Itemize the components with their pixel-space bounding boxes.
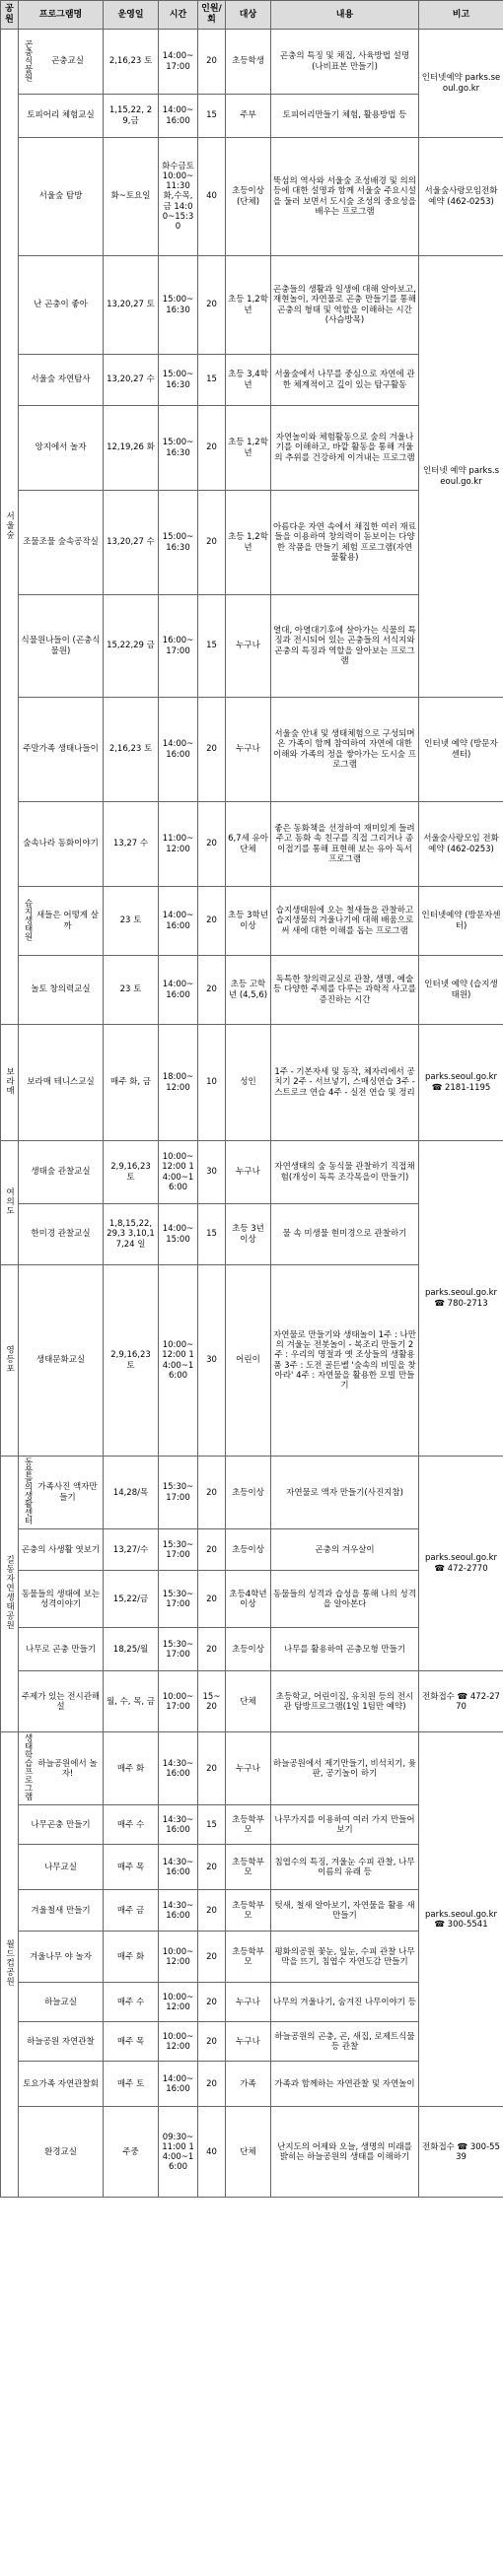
program-name: 토요가족 자연관찰회 <box>19 2062 104 2107</box>
program-day: 2,9,16,23 토 <box>104 1141 159 1204</box>
program-capacity: 20 <box>198 30 226 95</box>
program-day: 13,27 수 <box>104 802 159 887</box>
program-day: 23 토 <box>104 887 159 956</box>
program-time: 10:00~12:00 14:00~16:00 <box>159 1265 198 1457</box>
table-row <box>1 802 503 887</box>
program-capacity: 20 <box>198 256 226 355</box>
park-yeouido: 여의도 <box>1 1141 19 1265</box>
program-desc: 1주 - 기본자세 및 동작, 체자리에서 공치기 2주 - 서브넣기, 스매싱연습 3주 - 스트로크 연습 4주 - 실전 연습 및 정리 <box>271 1025 419 1141</box>
program-capacity: 20 <box>198 956 226 1025</box>
program-day: 12,19,26 화 <box>104 406 159 491</box>
program-note: 인터넷 예약 parks.seoul.go.kr <box>419 256 503 698</box>
program-day: 23 토 <box>104 956 159 1025</box>
program-day: 매주 토 <box>104 2062 159 2107</box>
program-target: 어린이 <box>226 1265 271 1457</box>
program-desc: 하늘공원의 곤충, 곤, 새집, 로제트식물 등 관찰 <box>271 2022 419 2062</box>
header-time: 시간 <box>159 1 198 30</box>
program-capacity: 15 <box>198 595 226 698</box>
program-day: 15,22,29 금 <box>104 595 159 698</box>
program-capacity: 20 <box>198 1932 226 1983</box>
program-name: 생태학습프로그램 하늘공원에서 놀자! <box>19 1732 104 1805</box>
program-desc: 뚝섬의 역사와 서울숲 조성배경 및 의의 등에 대한 설명과 함께 서울숲 주요시설을 둘러 보면서 도시숲 조성의 중요성을 배우는 프로그램 <box>271 138 419 256</box>
program-name: 동물들의생활센터 가족사진 액자만들기 <box>19 1457 104 1529</box>
header-note: 비고 <box>419 1 503 30</box>
program-name: 한미경 관찰교실 <box>19 1204 104 1265</box>
program-desc: 독특한 창의력교실로 관찰, 생명, 예술 등 다양한 주제를 다루는 과학적 사고를 증진하는 시간 <box>271 956 419 1025</box>
program-desc: 곤충의 겨우살이 <box>271 1529 419 1571</box>
park-worldcup: 월드컵공원 <box>1 1732 19 2198</box>
program-capacity: 40 <box>198 138 226 256</box>
program-target: 누구나 <box>226 698 271 802</box>
header-park: 공원 <box>1 1 19 30</box>
program-desc: 자연놀이와 체험활동으로 숲의 겨울나기를 이해하고, 바깥 활동을 통해 겨울의 추위를 건강하게 이겨내는 프로그램 <box>271 406 419 491</box>
program-time: 14:00~17:00 <box>159 30 198 95</box>
park-yeongdeungpo: 영등포 <box>1 1265 19 1457</box>
program-day: 13,20,27 수 <box>104 491 159 595</box>
program-desc: 물 속 미생물 현미경으로 관찰하기 <box>271 1204 419 1265</box>
program-time: 10:00~12:00 <box>159 1983 198 2022</box>
program-time: 14:00~15:00 <box>159 1204 198 1265</box>
program-target: 초등이상 <box>226 1529 271 1571</box>
program-capacity: 30 <box>198 1265 226 1457</box>
program-day: 매주 화, 금 <box>104 1025 159 1141</box>
program-time: 14:30~16:00 <box>159 1805 198 1845</box>
program-time: 14:00~16:00 <box>159 887 198 956</box>
program-time: 15:30~17:00 <box>159 1457 198 1529</box>
program-desc: 평화의공원 꽃눈, 잎눈, 수피 관찰 나무 막을 뜨기, 침엽수 자연도감 만들기 <box>271 1932 419 1983</box>
program-capacity: 20 <box>198 1732 226 1805</box>
program-capacity: 20 <box>198 2062 226 2107</box>
program-day: 13,20,27 수 <box>104 355 159 406</box>
program-target: 누구나 <box>226 595 271 698</box>
program-desc: 자연물로 액자 만들기(사진지참) <box>271 1457 419 1529</box>
program-day: 2,9,16,23 토 <box>104 1265 159 1457</box>
program-desc: 난지도의 어제와 오늘, 생명의 미래를 밝히는 하늘공원의 생태를 이해하기 <box>271 2107 419 2198</box>
program-capacity: 20 <box>198 1457 226 1529</box>
program-name: 서울숲 자연탐사 <box>19 355 104 406</box>
program-name: 하늘공원 자연관찰 <box>19 2022 104 2062</box>
program-capacity: 20 <box>198 1845 226 1890</box>
program-day: 14,28/목 <box>104 1457 159 1529</box>
program-day: 주중 <box>104 2107 159 2198</box>
program-name: 나무교실 <box>19 1845 104 1890</box>
header-target: 대상 <box>226 1 271 30</box>
program-day: 2,16,23 토 <box>104 698 159 802</box>
program-desc: 하늘공원에서 제기만들기, 비석치기, 윷판, 공기놀이 하기 <box>271 1732 419 1805</box>
program-note: 전화접수 ☎ 472-2770 <box>419 1671 503 1732</box>
program-name: 겨울나무 야 놀자 <box>19 1932 104 1983</box>
program-capacity: 15 <box>198 355 226 406</box>
header-row <box>1 1 503 30</box>
program-capacity: 20 <box>198 2022 226 2062</box>
program-capacity: 20 <box>198 1628 226 1671</box>
program-target: 누구나 <box>226 2022 271 2062</box>
program-note: 인터넷 예약 (방문자센터) <box>419 698 503 802</box>
program-time: 10:00~12:00 <box>159 2022 198 2062</box>
program-capacity: 20 <box>198 887 226 956</box>
program-desc: 곤충들의 생활과 일생에 대해 알아보고, 재현놀이, 자연물로 곤충 만들기를 통해 곤충의 형태 및 역할을 이해하는 시간(사슴방목) <box>271 256 419 355</box>
program-time: 화수금토 10:00~11:30 화,수목,금 14:00~15:30 <box>159 138 198 256</box>
program-desc: 나무를 활용하여 곤충모형 만들기 <box>271 1628 419 1671</box>
program-name: 생태문화교실 <box>19 1265 104 1457</box>
table-row <box>1 1141 503 1204</box>
program-target: 초등이상 <box>226 1457 271 1529</box>
program-capacity: 20 <box>198 1571 226 1628</box>
table-row <box>1 30 503 95</box>
subgroup-insect: 곤충식물원 <box>23 38 34 82</box>
program-day: 15,22/금 <box>104 1571 159 1628</box>
program-name: 숲속나라 동화이야기 <box>19 802 104 887</box>
program-day: 1,15,22, 29,금 <box>104 95 159 138</box>
program-time: 14:00~16:00 <box>159 698 198 802</box>
program-time: 18:00~12:00 <box>159 1025 198 1141</box>
program-name: 주제가 있는 전시관해설 <box>19 1671 104 1732</box>
program-target: 초등 1,2학년 <box>226 406 271 491</box>
program-capacity: 10 <box>198 1025 226 1141</box>
program-target: 6,7세 유아단체 <box>226 802 271 887</box>
program-desc: 나무가지를 이용하여 여러 가지 만들어 보기 <box>271 1805 419 1845</box>
program-note: parks.seoul.go.kr ☎ 472-2770 <box>419 1457 503 1671</box>
program-time: 14:00~16:00 <box>159 2062 198 2107</box>
program-note: 전화접수 ☎ 300-5539 <box>419 2107 503 2198</box>
table-row <box>1 256 503 355</box>
program-name: 동물들의 생태에 보는 성격이야기 <box>19 1571 104 1628</box>
program-capacity: 20 <box>198 1983 226 2022</box>
program-time: 15:00~16:30 <box>159 491 198 595</box>
program-desc: 토피어리만들기 체험, 활용방법 등 <box>271 95 419 138</box>
table-row <box>1 1732 503 1805</box>
program-capacity: 15 <box>198 95 226 138</box>
program-desc: 가족과 함께하는 자연관찰 및 자연놀이 <box>271 2062 419 2107</box>
program-note: 인터넷 예약 (습지생태원) <box>419 956 503 1025</box>
program-time: 11:00~12:00 <box>159 802 198 887</box>
program-day: 18,25/월 <box>104 1628 159 1671</box>
program-desc: 초등학교, 어린이집, 유치원 등의 전시관 탐방프로그램(1일 1팀만 예약) <box>271 1671 419 1732</box>
program-time: 10:00~17:00 <box>159 1671 198 1732</box>
program-target: 초등 1,2학년 <box>226 256 271 355</box>
program-note: 서울숲사랑모임전화예약 (462-0253) <box>419 138 503 256</box>
program-capacity: 20 <box>198 406 226 491</box>
program-note: parks.seoul.go.kr ☎ 780-2713 <box>419 1141 503 1457</box>
program-day: 매주 수 <box>104 1983 159 2022</box>
subgroup-wetland: 습지생태원 <box>23 898 34 941</box>
program-target: 초등학부모 <box>226 1890 271 1932</box>
program-day: 13,27/수 <box>104 1529 159 1571</box>
program-desc: 습지생태원에 오는 철새들을 관찰하고 습지생물의 겨울나기에 대해 배움으로써 새에 대한 이해를 돕는 프로그램 <box>271 887 419 956</box>
program-name: 식물원나들이 (곤충식물원) <box>19 595 104 698</box>
program-day: 월, 수, 목, 금 <box>104 1671 159 1732</box>
program-time: 14:00~16:00 <box>159 956 198 1025</box>
program-day: 매주 금 <box>104 1890 159 1932</box>
program-capacity: 40 <box>198 2107 226 2198</box>
subgroup-eco-center: 동물들의생활센터 <box>23 1457 34 1525</box>
program-desc: 서울숲 안내 및 생태체험으로 구성되며 온 가족이 함께 참여하여 자연에 대한 이해와 가족의 정을 쌓아가는 도시숲 프로그램 <box>271 698 419 802</box>
program-note: 인터넷예약 parks.seoul.go.kr <box>419 30 503 138</box>
program-day: 13,20,27 토 <box>104 256 159 355</box>
program-target: 주부 <box>226 95 271 138</box>
table-row <box>1 1025 503 1141</box>
program-name: 놀토 창의력교실 <box>19 956 104 1025</box>
program-target: 초등4학년이상 <box>226 1571 271 1628</box>
program-day: 매주 화 <box>104 1932 159 1983</box>
header-capacity: 인원/회 <box>198 1 226 30</box>
program-day: 매주 수 <box>104 1805 159 1845</box>
program-capacity: 20 <box>198 1890 226 1932</box>
program-desc: 좋은 동화책을 선정하여 재미있게 들려주고 동화 속 친구를 직접 그리거나 종이접기를 통해 표현해 보는 유아 독서 프로그램 <box>271 802 419 887</box>
program-capacity: 15 <box>198 1805 226 1845</box>
program-desc: 자연생태의 숲 동식물 관찰하기 직접채험(개성이 독특 조각목을이 만들기) <box>271 1141 419 1204</box>
program-day: 매주 목 <box>104 2022 159 2062</box>
program-name: 앙지에서 놀자 <box>19 406 104 491</box>
program-time: 14:30~16:00 <box>159 1845 198 1890</box>
program-day: 2,16,23 토 <box>104 30 159 95</box>
program-name: 하늘교실 <box>19 1983 104 2022</box>
park-seoul-forest: 서울숲 <box>1 30 19 1025</box>
program-name: 난 곤충이 좋아 <box>19 256 104 355</box>
program-target: 초등 3학년 이상 <box>226 887 271 956</box>
program-note: parks.seoul.go.kr ☎ 2181-1195 <box>419 1025 503 1141</box>
program-target: 단체 <box>226 1671 271 1732</box>
program-time: 16:00~17:00 <box>159 595 198 698</box>
program-desc: 곤충의 특징 및 채집, 사육방법 설명 (나비표본 만들기) <box>271 30 419 95</box>
program-target: 누구나 <box>226 1732 271 1805</box>
program-capacity: 20 <box>198 1529 226 1571</box>
program-desc: 동물들의 성격과 습성을 통해 나의 성격을 알아본다 <box>271 1571 419 1628</box>
program-time: 15:30~17:00 <box>159 1571 198 1628</box>
table-row <box>1 887 503 956</box>
program-name: 토피어리 체험교실 <box>19 95 104 138</box>
program-note: 서울숲사랑모임 전화예약 (462-0253) <box>419 802 503 887</box>
program-desc: 아름다운 자연 속에서 채집한 여러 재료들을 이용하여 창의력이 돋보이는 다양한 작품을 만들기 체험 프로그램(자연물활용) <box>271 491 419 595</box>
program-time: 15:00~16:30 <box>159 355 198 406</box>
program-capacity: 20 <box>198 491 226 595</box>
program-name: 환경교실 <box>19 2107 104 2198</box>
program-time: 10:00~12:00 <box>159 1932 198 1983</box>
program-desc: 텃새, 철새 알아보기, 자연물을 활용 새 만들기 <box>271 1890 419 1932</box>
park-gildong: 길동자연생태공원 <box>1 1457 19 1732</box>
program-target: 초등학부모 <box>226 1805 271 1845</box>
program-name: 주말가족 생태나들이 <box>19 698 104 802</box>
program-day: 매주 화 <box>104 1732 159 1805</box>
subgroup-eco-school: 생태학습프로그램 <box>23 1733 34 1801</box>
program-target: 초등 3년 이상 <box>226 1204 271 1265</box>
program-target: 초등 3,4학년 <box>226 355 271 406</box>
program-time: 09:30~11:00 14:00~16:00 <box>159 2107 198 2198</box>
program-day: 화~토요일 <box>104 138 159 256</box>
table-row <box>1 1457 503 1529</box>
program-name: 조물조물 숲속공작실 <box>19 491 104 595</box>
table-row <box>1 698 503 802</box>
header-content: 내용 <box>271 1 419 30</box>
program-desc: 자연물로 만들기와 생태놀이 1주 : 나만의 겨울눈 전봇놀이 - 복조리 만들기 2주 : 우리의 명절과 옛 조상들의 생활용품 3주 : 도전 골든벨 '숲속의 비밀을 찾아라' 4주 : 자연물을 활용한 모빌 만들기 <box>271 1265 419 1457</box>
program-target: 초등학부모 <box>226 1932 271 1983</box>
program-time: 15:30~17:00 <box>159 1529 198 1571</box>
program-time: 14:30~16:00 <box>159 1890 198 1932</box>
program-time: 10:00~12:00 14:00~16:00 <box>159 1141 198 1204</box>
program-target: 초등이상 (단체) <box>226 138 271 256</box>
program-time: 15:00~16:30 <box>159 406 198 491</box>
program-desc: 나무의 겨울나기, 숨겨진 나무이야기 등 <box>271 1983 419 2022</box>
program-name: 곤충의 사생활 엿보기 <box>19 1529 104 1571</box>
program-target: 성인 <box>226 1025 271 1141</box>
header-program: 프로그램명 <box>19 1 104 30</box>
park-boramae: 보라매 <box>1 1025 19 1141</box>
program-target: 누구나 <box>226 1141 271 1204</box>
program-time: 15:30~17:00 <box>159 1628 198 1671</box>
program-desc: 열대, 아열대기후에 살아가는 식물의 특징과 전시되어 있는 곤충들의 서식지와 곤충의 특징과 역할을 알아보는 프로그램 <box>271 595 419 698</box>
table-row <box>1 138 503 256</box>
program-name: 습지생태원 새들은 어떻게 살까 <box>19 887 104 956</box>
program-target: 초등이상 <box>226 1628 271 1671</box>
program-name: 나무로 곤충 만들기 <box>19 1628 104 1671</box>
program-target: 단체 <box>226 2107 271 2198</box>
program-capacity: 20 <box>198 802 226 887</box>
program-day: 1,8,15,22, 29,3 3,10,17,24 일 <box>104 1204 159 1265</box>
program-desc: 서울숲에서 나무를 중심으로 자연에 관한 체계적이고 깊이 있는 탐구활동 <box>271 355 419 406</box>
program-target: 가족 <box>226 2062 271 2107</box>
header-day: 운영일 <box>104 1 159 30</box>
table-row <box>1 2107 503 2198</box>
program-name: 곤충식물원 곤충교실 <box>19 30 104 95</box>
program-name: 서울숲 탐방 <box>19 138 104 256</box>
program-name: 보라매 테니스교실 <box>19 1025 104 1141</box>
program-name: 나무곤충 만들기 <box>19 1805 104 1845</box>
program-capacity: 20 <box>198 698 226 802</box>
program-capacity: 30 <box>198 1141 226 1204</box>
program-time: 14:30~16:00 <box>159 1732 198 1805</box>
program-name: 생태숲 관찰교실 <box>19 1141 104 1204</box>
program-target: 초등 1,2학년 <box>226 491 271 595</box>
program-target: 초등 고학년 (4,5,6) <box>226 956 271 1025</box>
program-note: parks.seoul.go.kr ☎ 300-5541 <box>419 1732 503 2107</box>
program-day: 매주 목 <box>104 1845 159 1890</box>
program-target: 초등학부모 <box>226 1845 271 1890</box>
program-note: 인터넷예약 (방문자센터) <box>419 887 503 956</box>
program-desc: 침엽수의 특징, 겨울눈 수피 관찰, 나무이름의 유래 등 <box>271 1845 419 1890</box>
program-target: 초등학생 <box>226 30 271 95</box>
program-capacity: 15~20 <box>198 1671 226 1732</box>
program-target: 누구나 <box>226 1983 271 2022</box>
table-row <box>1 1671 503 1732</box>
program-capacity: 15 <box>198 1204 226 1265</box>
table-row <box>1 956 503 1025</box>
program-time: 14:00~16:00 <box>159 95 198 138</box>
program-time: 15:00~16:30 <box>159 256 198 355</box>
program-name: 겨울철새 만들기 <box>19 1890 104 1932</box>
